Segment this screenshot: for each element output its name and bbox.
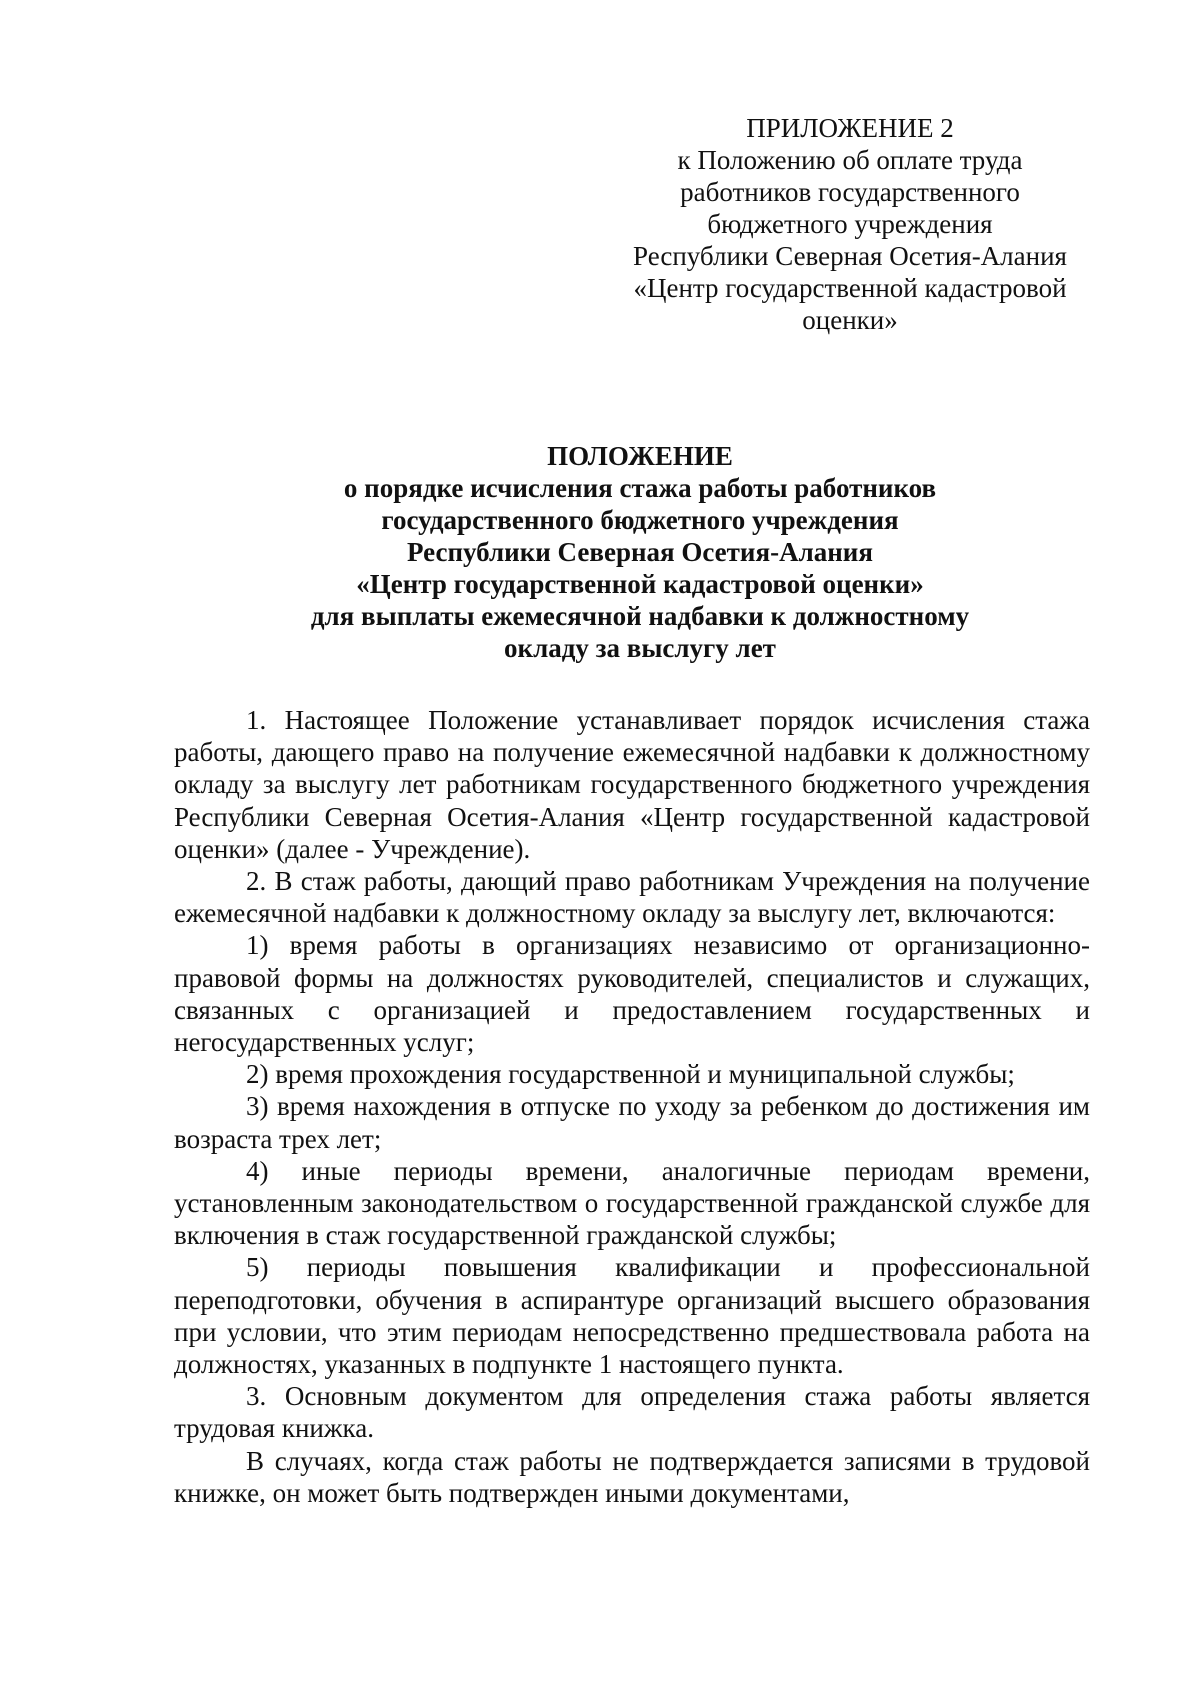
title-line: ПОЛОЖЕНИЕ bbox=[547, 441, 733, 471]
document-body bbox=[174, 704, 1090, 1509]
paragraph: 3) время нахождения в отпуске по уходу за ребенком до достижения им возраста трех лет; bbox=[174, 1091, 1090, 1154]
paragraph: 5) периоды повышения квалификации и профессиональной переподготовки, обучения в аспирантуре организаций высшего образования при условии, что этим периодам непосредственно предшествовала работа на должностях, указанных в подпункте 1 настоящего пункта. bbox=[174, 1252, 1090, 1380]
paragraph: 2. В стаж работы, дающий право работникам Учреждения на получение ежемесячной надбавки к должностному окладу за выслугу лет, включаются: bbox=[174, 866, 1090, 929]
paragraph: 2) время прохождения государственной и муниципальной службы; bbox=[246, 1059, 1015, 1090]
appendix-line: «Центр государственной кадастровой bbox=[633, 273, 1067, 303]
title-line: Республики Северная Осетия-Алания bbox=[407, 537, 873, 567]
title-line: «Центр государственной кадастровой оценки» bbox=[356, 569, 924, 599]
appendix-line: работников государственного bbox=[680, 177, 1020, 207]
paragraph: 4) иные периоды времени, аналогичные периодам времени, установленным законодательством о государственной гражданской службе для включения в стаж государственной гражданской службы; bbox=[174, 1155, 1090, 1251]
document-title bbox=[160, 440, 1120, 664]
paragraph: В случаях, когда стаж работы не подтверждается записями в трудовой книжке, он может быть подтвержден иными документами, bbox=[174, 1445, 1090, 1508]
title-line: государственного бюджетного учреждения bbox=[381, 505, 899, 535]
title-line: о порядке исчисления стажа работы работников bbox=[343, 473, 937, 503]
title-line: окладу за выслугу лет bbox=[504, 633, 776, 663]
appendix-line: оценки» bbox=[802, 305, 898, 335]
paragraph: 3. Основным документом для определения стажа работы является трудовая книжка. bbox=[174, 1381, 1090, 1444]
paragraph: 1. Настоящее Положение устанавливает порядок исчисления стажа работы, дающего право на получение ежемесячной надбавки к должностному окладу за выслугу лет работникам государственного бюджетного учреждения Республики Северная Осетия-Алания «Центр государственной кадастровой оценки» (далее - Учреждение). bbox=[174, 705, 1090, 864]
appendix-header bbox=[620, 112, 1080, 336]
appendix-line: Республики Северная Осетия-Алания bbox=[633, 241, 1067, 271]
paragraph: 1) время работы в организациях независимо от организационно-правовой формы на должностях руководителей, специалистов и служащих, связанных с организацией и предоставлением государственных и негосударственных услуг; bbox=[174, 930, 1090, 1058]
appendix-line: бюджетного учреждения bbox=[707, 209, 993, 239]
appendix-line: ПРИЛОЖЕНИЕ 2 bbox=[746, 113, 954, 143]
title-line: для выплаты ежемесячной надбавки к должностному bbox=[310, 601, 970, 631]
appendix-line: к Положению об оплате труда bbox=[677, 145, 1023, 175]
